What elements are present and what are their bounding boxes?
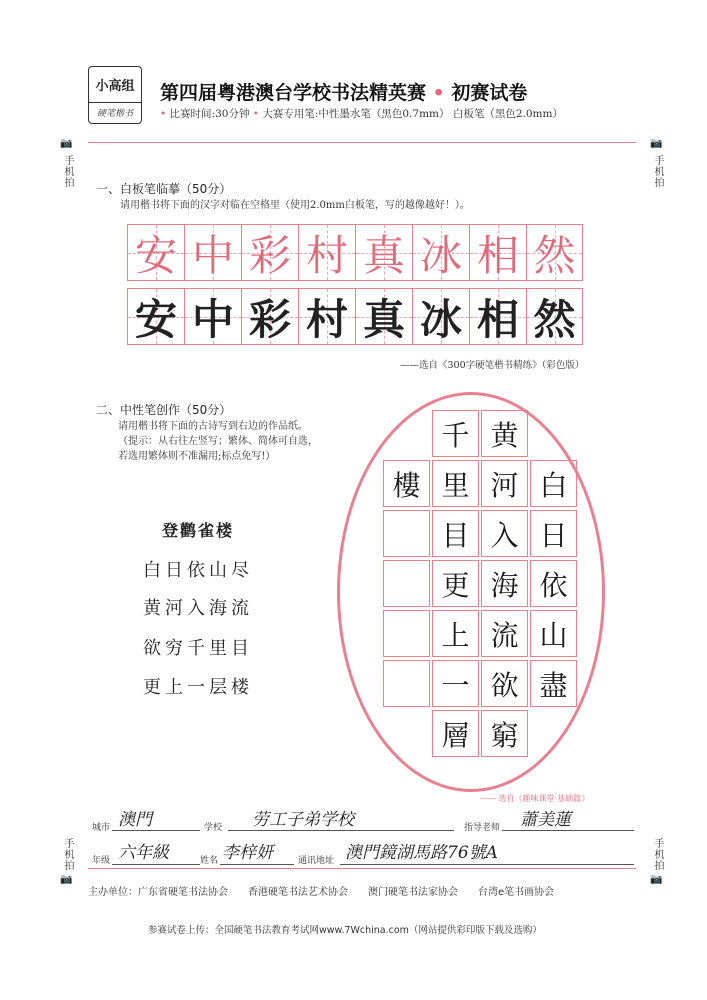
title-separator: • <box>432 82 445 104</box>
model-cell <box>298 224 355 281</box>
practice-char: 彩 <box>248 294 291 344</box>
address-underline <box>340 864 634 865</box>
camera-icon: 📷 <box>60 138 73 149</box>
practice-cell[interactable] <box>127 288 184 345</box>
answer-cell[interactable] <box>383 610 430 657</box>
section2-instruction-1: 请用楷书将下面的古诗写到右边的作品纸。 <box>118 421 308 432</box>
exam-title-main: 第四届粤港澳台学校书法精英赛 <box>160 82 427 104</box>
answer-cell[interactable] <box>530 460 577 507</box>
side-label-top-right: 手机拍 <box>652 155 663 188</box>
name-underline <box>220 864 294 865</box>
answer-cell[interactable] <box>481 660 528 707</box>
camera-icon: 📷 <box>60 874 73 885</box>
answer-char: 盡 <box>539 668 568 702</box>
group-category: 硬笔楷书 <box>89 102 141 119</box>
practice-grid <box>127 288 583 345</box>
model-char: 安 <box>134 230 177 280</box>
answer-char <box>384 561 429 606</box>
practice-cell[interactable] <box>355 288 412 345</box>
info-bullet: • <box>160 108 167 120</box>
model-char: 中 <box>191 230 234 280</box>
answer-char: 上 <box>441 618 470 652</box>
camera-icon: 📷 <box>650 138 663 149</box>
model-cell <box>412 224 469 281</box>
answer-cell[interactable] <box>383 560 430 607</box>
answer-char: 欲 <box>490 668 519 702</box>
answer-cell[interactable] <box>481 710 528 757</box>
model-char: 冰 <box>419 230 462 280</box>
answer-cell[interactable] <box>481 460 528 507</box>
answer-char: 山 <box>539 618 568 652</box>
section2-instruction-2: （提示：从右往左竖写；繁体、简体可自选， <box>118 436 318 447</box>
exam-info <box>160 106 640 121</box>
model-char: 彩 <box>248 230 291 280</box>
practice-char: 村 <box>305 294 348 344</box>
answer-char: 海 <box>490 568 519 602</box>
model-cell <box>355 224 412 281</box>
answer-char: 窮 <box>490 718 519 752</box>
poem-line: 黄河入海流 <box>143 598 253 619</box>
answer-cell[interactable] <box>530 560 577 607</box>
answer-cell[interactable] <box>481 510 528 557</box>
answer-char <box>384 611 429 656</box>
address-label: 通讯地址 <box>298 856 335 866</box>
model-cell <box>127 224 184 281</box>
grade-underline <box>112 864 200 865</box>
answer-char: 日 <box>539 518 568 552</box>
school-value[interactable]: 劳工子弟学校 <box>252 810 354 830</box>
answer-char: 入 <box>490 518 519 552</box>
exam-title-suffix: 初赛试卷 <box>451 82 528 104</box>
grade-value[interactable]: 六年級 <box>118 843 169 863</box>
answer-cell[interactable] <box>432 660 479 707</box>
answer-cell[interactable] <box>432 510 479 557</box>
organizers: 主办单位：广东省硬笔书法协会 香港硬笔书法艺术协会 澳门硬笔书法家协会 台湾e笔书画协会 <box>88 887 555 898</box>
section1-instruction: 请用楷书将下面的汉字对临在空格里（使用2.0mm白板笔，写的越像越好！）。 <box>120 200 470 211</box>
answer-char: 目 <box>441 518 470 552</box>
answer-cell[interactable] <box>432 710 479 757</box>
side-label-bottom-left: 手机拍 <box>62 838 73 871</box>
practice-char: 然 <box>533 294 576 344</box>
answer-char <box>384 511 429 556</box>
section2-source: —— 选自《趣味课堂·基础篇》 <box>480 794 590 803</box>
group-name: 小高组 <box>95 79 135 94</box>
section2-title: 二、中性笔创作（50分） <box>96 403 232 417</box>
answer-cell[interactable] <box>383 660 430 707</box>
practice-char: 相 <box>476 294 519 344</box>
exam-pens: 大赛专用笔:中性墨水笔（黑色0.7mm） 白板笔（黑色2.0mm） <box>262 108 563 120</box>
model-cell <box>184 224 241 281</box>
answer-char: 樓 <box>392 468 421 502</box>
answer-char: 黄 <box>490 418 519 452</box>
school-underline <box>228 830 454 831</box>
answer-cell[interactable] <box>432 560 479 607</box>
answer-cell[interactable] <box>383 510 430 557</box>
school-label: 学校 <box>204 823 223 833</box>
answer-char: 白 <box>539 468 568 502</box>
answer-char: 層 <box>441 718 470 752</box>
practice-char: 安 <box>134 294 177 344</box>
answer-cell[interactable] <box>530 510 577 557</box>
section1-source: ——选自《300字硬笔楷书精练》（彩色版） <box>400 360 585 371</box>
poem-line: 更上一层楼 <box>143 677 253 698</box>
teacher-underline <box>502 830 634 831</box>
city-value[interactable]: 澳門 <box>118 810 152 830</box>
practice-cell[interactable] <box>412 288 469 345</box>
answer-cell[interactable] <box>432 460 479 507</box>
practice-cell[interactable] <box>526 288 583 345</box>
model-cell <box>241 224 298 281</box>
practice-char: 冰 <box>419 294 462 344</box>
top-divider <box>88 142 636 143</box>
side-label-top-left: 手机拍 <box>62 155 73 188</box>
practice-cell[interactable] <box>184 288 241 345</box>
submission-info: 参赛试卷上传：全国硬笔书法教育考试网www.7Wchina.com（网站提供彩印版下载及选购） <box>148 925 542 936</box>
practice-cell[interactable] <box>469 288 526 345</box>
group-badge <box>88 66 142 124</box>
address-value[interactable]: 澳門鏡湖馬路76號A <box>345 843 498 863</box>
answer-cell[interactable] <box>383 460 430 507</box>
model-grid <box>127 224 583 281</box>
bottom-divider <box>88 868 636 869</box>
answer-cell[interactable] <box>481 610 528 657</box>
grade-label: 年级 <box>92 856 111 866</box>
answer-cell[interactable] <box>432 410 479 457</box>
city-underline <box>112 830 200 831</box>
model-char: 相 <box>476 230 519 280</box>
side-label-bottom-right: 手机拍 <box>652 838 663 871</box>
answer-cell[interactable] <box>481 560 528 607</box>
model-char: 然 <box>533 230 576 280</box>
practice-cell[interactable] <box>298 288 355 345</box>
model-char: 村 <box>305 230 348 280</box>
practice-char: 中 <box>191 294 234 344</box>
answer-cell[interactable] <box>530 610 577 657</box>
answer-cell[interactable] <box>432 610 479 657</box>
teacher-label: 指导老师 <box>464 823 501 833</box>
answer-char: 一 <box>441 668 470 702</box>
camera-icon: 📷 <box>650 874 663 885</box>
exam-title <box>160 78 640 105</box>
answer-char <box>384 661 429 706</box>
exam-time: 比赛时间:30分钟 <box>169 108 250 120</box>
practice-cell[interactable] <box>241 288 298 345</box>
answer-cell[interactable] <box>530 660 577 707</box>
answer-cell[interactable] <box>481 410 528 457</box>
poem-line: 白日依山尽 <box>143 560 253 581</box>
poem-line: 欲穷千里目 <box>143 638 253 659</box>
model-cell <box>469 224 526 281</box>
city-label: 城市 <box>92 823 111 833</box>
section1-title: 一、白板笔临摹（50分） <box>96 182 232 196</box>
answer-char: 千 <box>441 418 470 452</box>
answer-char: 更 <box>441 568 470 602</box>
section2-instruction-3: 若选用繁体则不准漏用;标点免写!） <box>118 451 276 462</box>
poem-title: 登鹳雀楼 <box>162 521 235 540</box>
teacher-value[interactable]: 蕭美蓮 <box>520 810 571 830</box>
info-bullet-2: • <box>252 108 259 120</box>
name-value[interactable]: 李梓妍 <box>222 843 273 863</box>
name-label: 姓名 <box>200 856 219 866</box>
model-char: 真 <box>362 230 405 280</box>
model-cell <box>526 224 583 281</box>
answer-char: 依 <box>539 568 568 602</box>
answer-char: 流 <box>490 618 519 652</box>
answer-char: 里 <box>441 468 470 502</box>
answer-char: 河 <box>490 468 519 502</box>
practice-char: 真 <box>362 294 405 344</box>
